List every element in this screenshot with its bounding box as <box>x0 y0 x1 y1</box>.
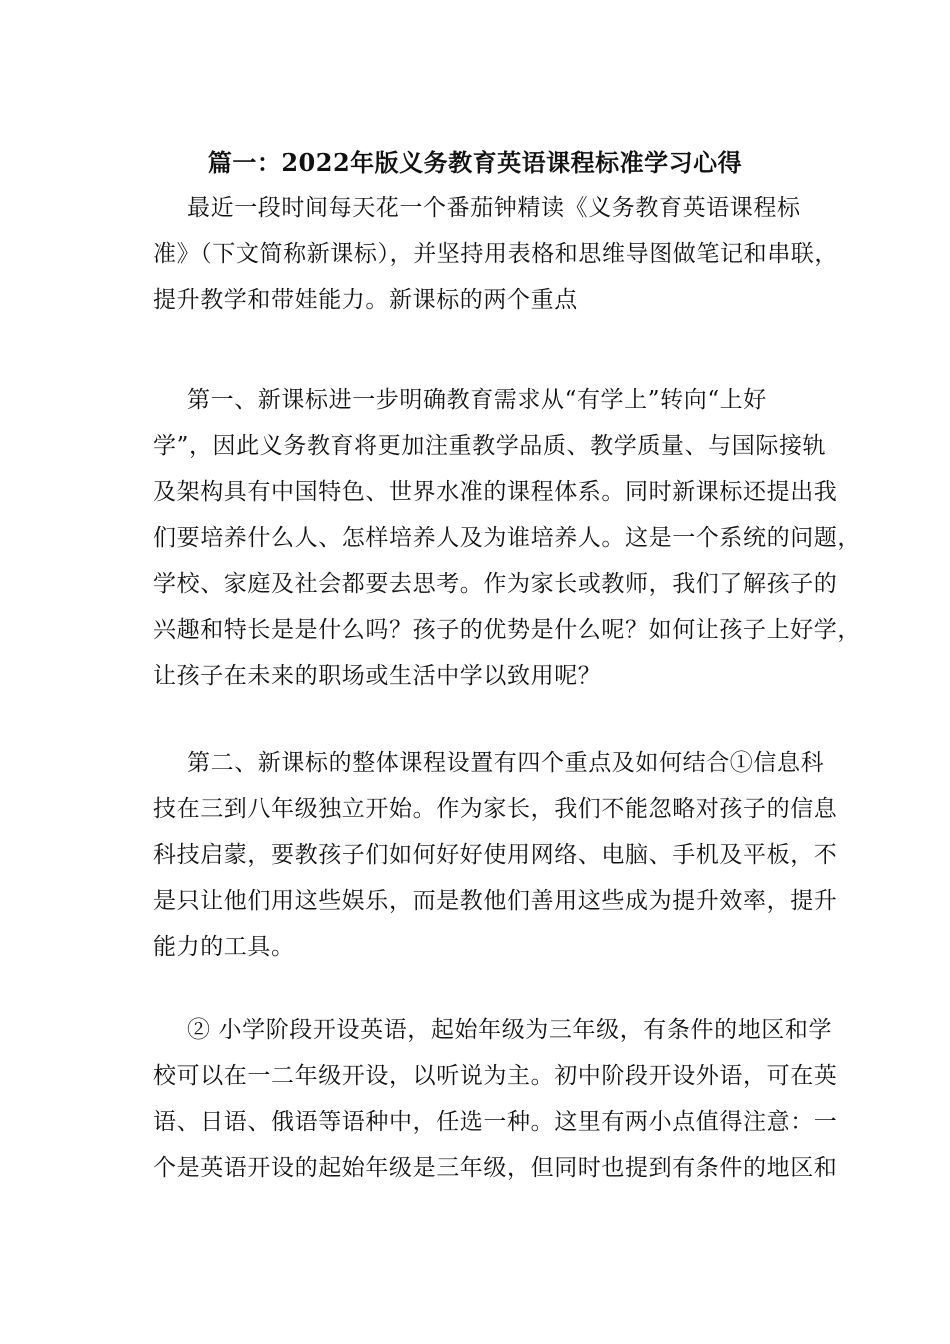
paragraph-line: 学校、家庭及社会都要去思考。作为家长或教师，我们了解孩子的 <box>153 571 838 597</box>
paragraph-line: 校可以在一二年级开设，以听说为主。初中阶段开设外语，可在英 <box>153 1063 838 1089</box>
paragraph-line: ② 小学阶段开设英语，起始年级为三年级，有条件的地区和学 <box>187 1017 833 1043</box>
paragraph-point-two <box>153 740 838 970</box>
paragraph-line: 最近一段时间每天花一个番茄钟精读《义务教育英语课程标 <box>187 195 801 221</box>
paragraph-line: 技在三到八年级独立开始。作为家长，我们不能忽略对孩子的信息 <box>153 796 838 822</box>
paragraph-line: 第一、新课标进一步明确教育需求从“有学上”转向“上好 <box>187 387 767 413</box>
paragraph-line: 能力的工具。 <box>153 934 295 960</box>
paragraph-line: 准》（下文简称新课标），并坚持用表格和思维导图做笔记和串联， <box>153 241 838 267</box>
paragraph-intro <box>153 185 838 323</box>
paragraph-line: 第二、新课标的整体课程设置有四个重点及如何结合①信息科 <box>187 750 825 776</box>
document-title: 篇一：2022年版义务教育英语课程标准学习心得 <box>207 148 743 177</box>
paragraph-line: 学”，因此义务教育将更加注重教学品质、教学质量、与国际接轨 <box>153 433 827 459</box>
paragraph-line: 科技启蒙，要教孩子们如何好好使用网络、电脑、手机及平板，不 <box>153 842 838 868</box>
paragraph-subpoint-two <box>153 1007 838 1191</box>
paragraph-line: 个是英语开设的起始年级是三年级，但同时也提到有条件的地区和 <box>153 1155 838 1181</box>
paragraph-point-one <box>153 377 861 699</box>
paragraph-line: 语、日语、俄语等语种中，任选一种。这里有两小点值得注意：一 <box>153 1109 838 1135</box>
paragraph-line: 让孩子在未来的职场或生活中学以致用呢？ <box>153 663 602 689</box>
paragraph-line: 兴趣和特长是是什么吗？孩子的优势是什么呢？如何让孩子上好学， <box>153 617 861 643</box>
paragraph-line: 们要培养什么人、怎样培养人及为谁培养人。这是一个系统的问题， <box>153 525 861 551</box>
paragraph-line: 提升教学和带娃能力。新课标的两个重点 <box>153 287 578 313</box>
paragraph-line: 是只让他们用这些娱乐，而是教他们善用这些成为提升效率，提升 <box>153 888 838 914</box>
paragraph-line: 及架构具有中国特色、世界水准的课程体系。同时新课标还提出我 <box>153 479 838 505</box>
